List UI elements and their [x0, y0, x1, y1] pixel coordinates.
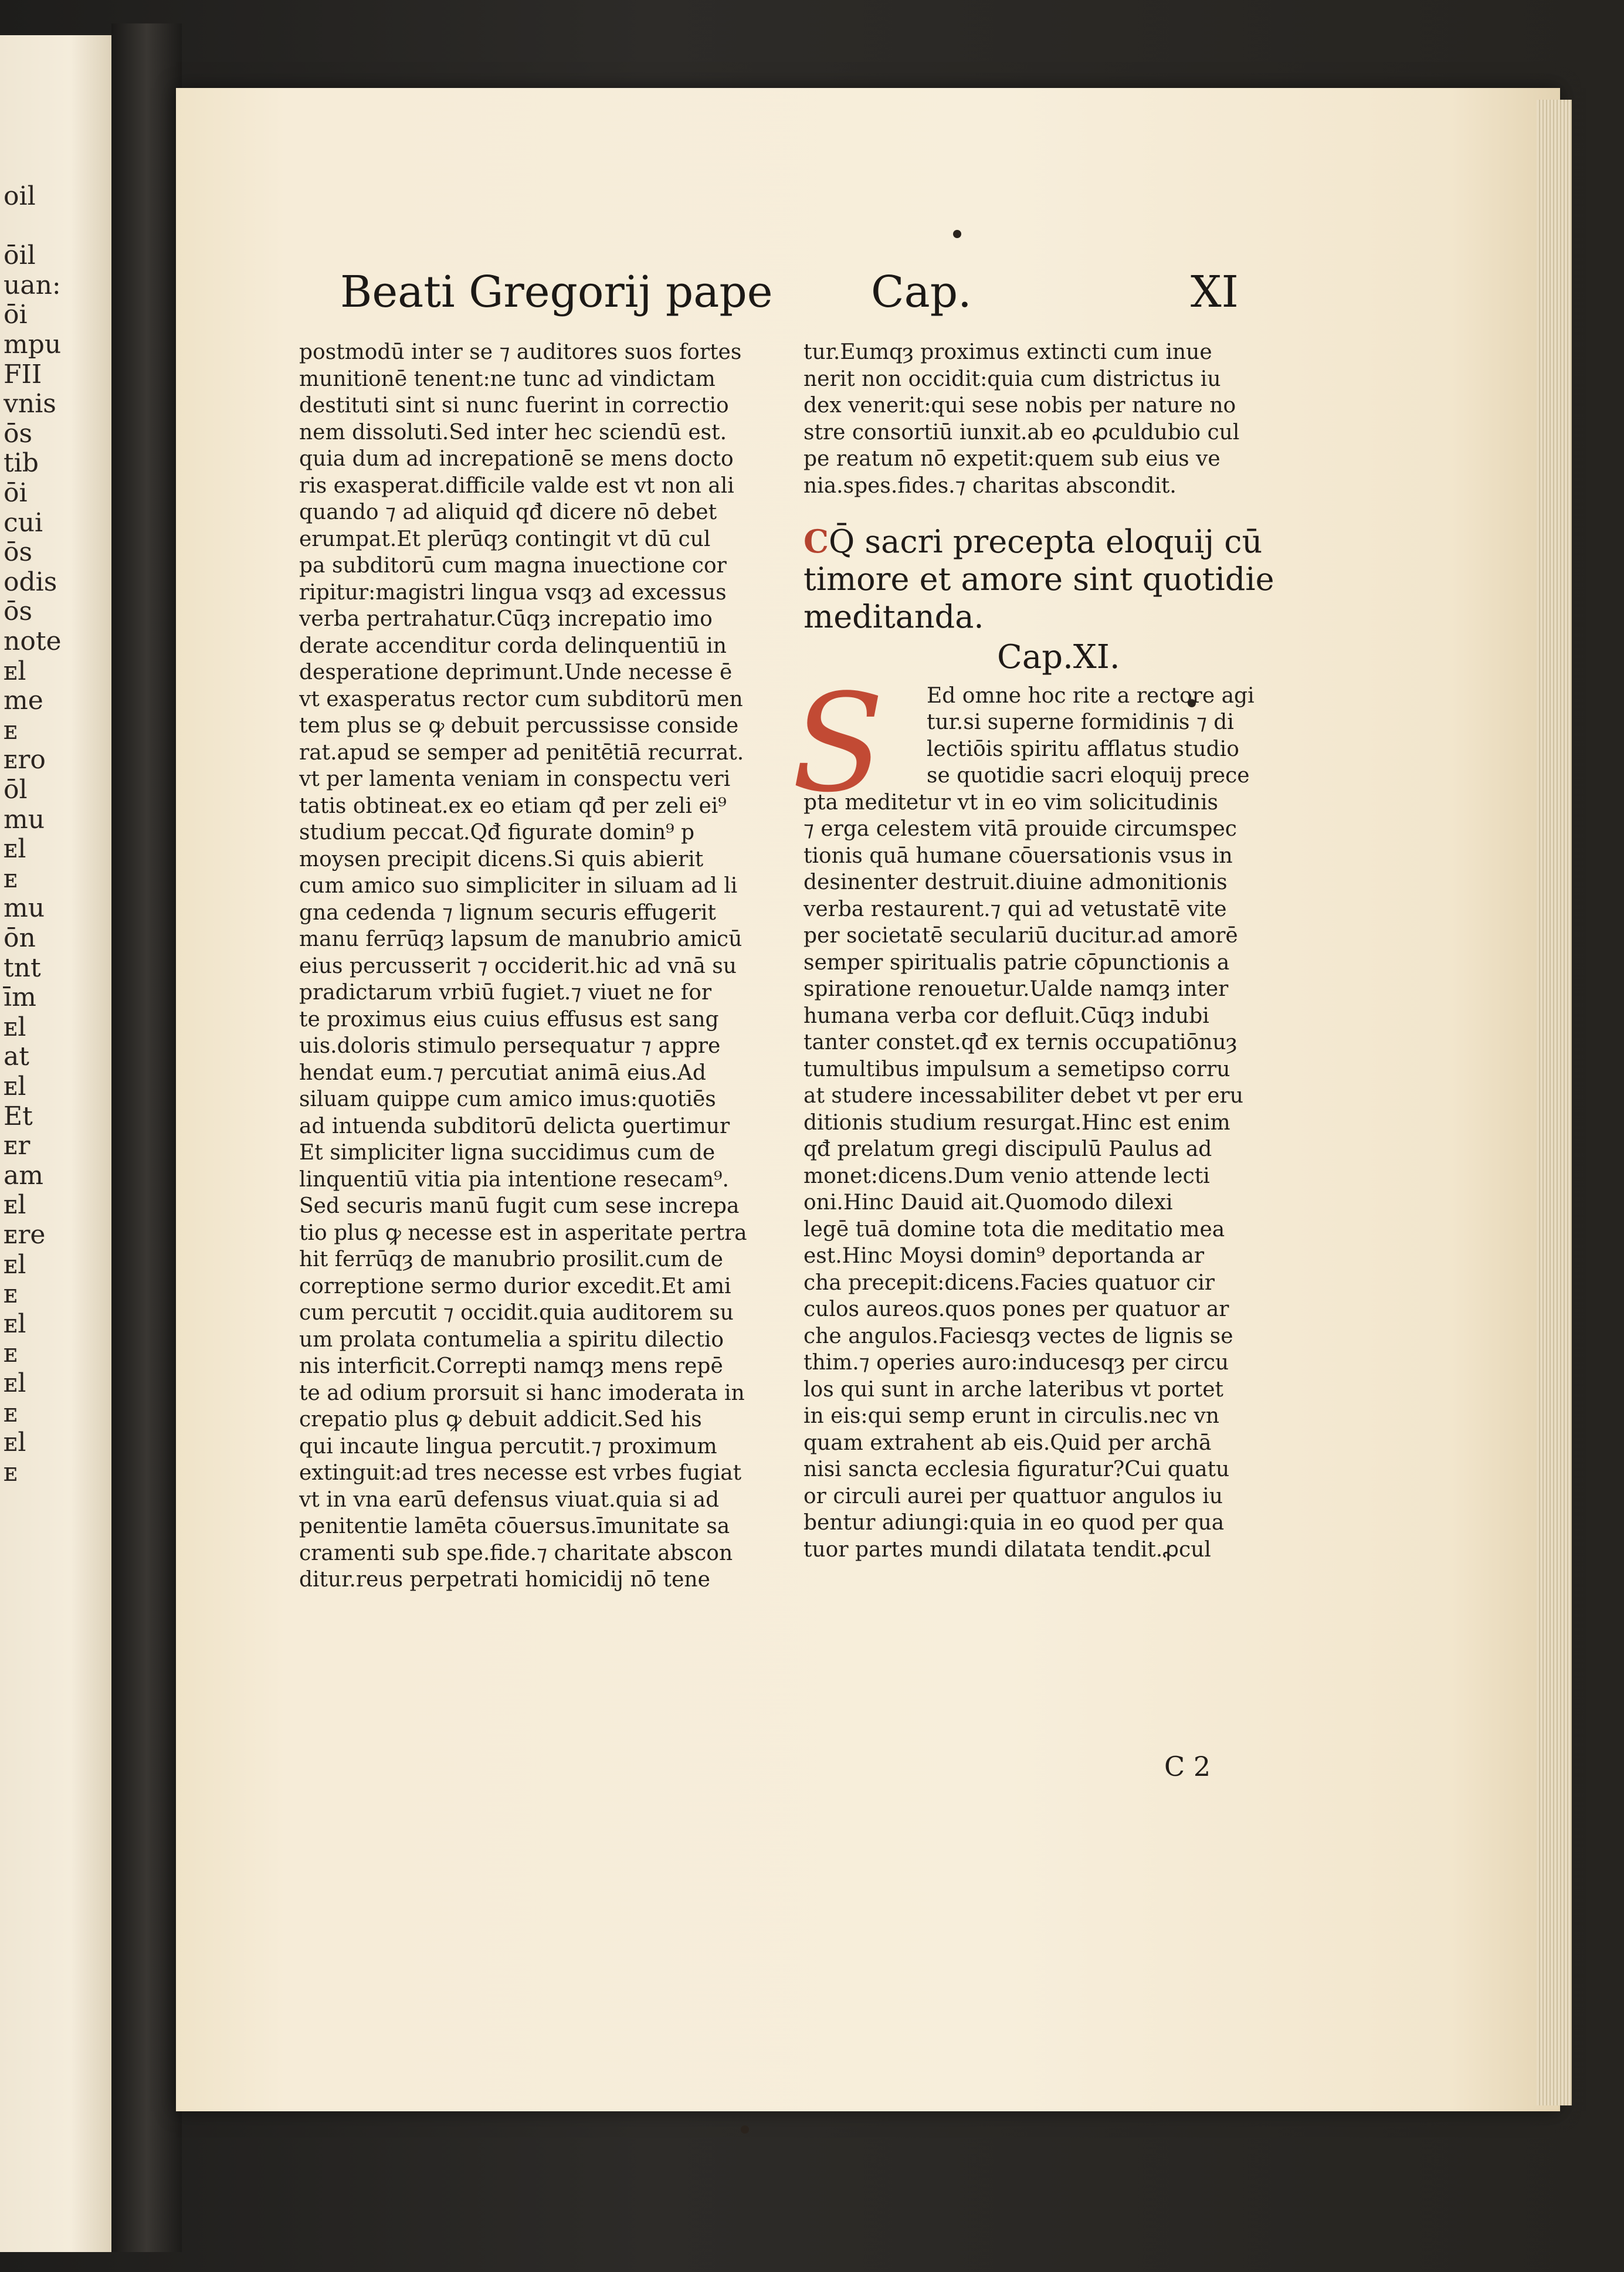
signature-mark: C 2	[1164, 1751, 1211, 1782]
text-line: postmodū inter se ⁊ auditores suos fortes	[299, 340, 742, 364]
heading-line: timore et amore sint quotidie	[803, 561, 1274, 598]
text-line: tanter constet.qđ ex ternis occupatiōnuȝ	[803, 1030, 1238, 1054]
text-line: penitentie lamēta cōuersus.īmunitate sa	[299, 1514, 730, 1538]
left-page-fragment: ōi	[4, 478, 28, 508]
text-line: quando ⁊ ad aliquid qđ dicere nō debet	[299, 500, 717, 524]
text-line: at studere incessabiliter debet vt per eru	[803, 1084, 1243, 1108]
text-line: linquentiū vitia pia intentione resecam⁹.	[299, 1167, 729, 1192]
left-page-fragment: ᴇr	[4, 1131, 30, 1161]
heading-line: meditanda.	[803, 598, 984, 635]
left-page-fragment: cui	[4, 507, 43, 538]
text-line: oni.Hinc Dauid ait.Quomodo dilexi	[803, 1191, 1173, 1215]
ink-dot	[741, 2125, 749, 2134]
left-page-fragment: FII	[4, 359, 42, 389]
text-line: cramenti sub spe.fide.⁊ charitate abscon	[299, 1541, 733, 1565]
left-page-fragment: uan:	[4, 270, 61, 300]
text-line: tumultibus impulsum a semetipso corru	[803, 1057, 1230, 1081]
text-line: quia dum ad increpationē se mens docto	[299, 447, 734, 471]
text-line: pa subditorū cum magna inuectione cor	[299, 554, 727, 578]
left-page-fragment: ᴇre	[4, 1220, 46, 1250]
text-line: qđ prelatum gregi discipulū Paulus ad	[803, 1137, 1212, 1161]
left-page-fragment: ᴇl	[4, 1071, 26, 1101]
text-line: pta meditetur vt in eo vim solicitudinis	[803, 790, 1218, 815]
left-page-fragment: ᴇl	[4, 1249, 26, 1280]
text-line: studium peccat.Qđ figurate domin⁹ p	[299, 820, 695, 845]
left-page-fragment: me	[4, 686, 43, 716]
text-line: ripitur:magistri lingua vsqȝ ad excessus	[299, 580, 727, 605]
heading-line: Q̄ sacri precepta eloquij cū	[828, 523, 1263, 560]
left-page-fragment: ōs	[4, 596, 33, 627]
text-line: pe reatum nō expetit:quem sub eius ve	[803, 447, 1220, 471]
left-page-fragment: ᴇ	[4, 1279, 18, 1310]
text-line: tio plus ꝙ necesse est in asperitate pertra	[299, 1220, 747, 1245]
left-page-fragment: odis	[4, 567, 57, 597]
text-line: munitionē tenent:ne tunc ad vindictam	[299, 367, 716, 391]
text-line: or circuli aurei per quattuor angulos iu	[803, 1484, 1223, 1508]
text-line: legē tuā domine tota die meditatio mea	[803, 1217, 1225, 1242]
text-line: thim.⁊ operies auro:inducesqȝ per circu	[803, 1351, 1229, 1375]
left-page-fragment: ᴇl	[4, 1427, 26, 1458]
text-line: humana verba cor defluit.Cūqȝ indubi	[803, 1003, 1209, 1028]
left-page-fragment: ōs	[4, 418, 33, 449]
running-head	[340, 267, 1255, 331]
text-line: los qui sunt in arche lateribus vt portet	[803, 1377, 1223, 1402]
text-line: correptione sermo durior excedit.Et ami	[299, 1274, 731, 1298]
text-line: spiratione renouetur.Ualde namqȝ inter	[803, 977, 1229, 1001]
running-head-title: Beati Gregorij pape	[340, 267, 773, 317]
left-page-fragment: ōs	[4, 537, 33, 568]
text-line: uis.doloris stimulo persequatur ⁊ appre	[299, 1034, 721, 1058]
text-line: pradictarum vrbiū fugiet.⁊ viuet ne for	[299, 981, 712, 1005]
left-page-fragment: mu	[4, 893, 45, 924]
text-line: desperatione deprimunt.Unde necesse ē	[299, 660, 733, 684]
left-page-fragment: ᴇro	[4, 745, 46, 775]
left-page-fragment: ᴏil	[4, 181, 36, 211]
book-gutter	[111, 23, 182, 2252]
page-edges	[1537, 100, 1572, 2105]
text-line: moysen precipit dicens.Si quis abierit	[299, 847, 704, 872]
text-line: derate accenditur corda delinquentiū in	[299, 633, 727, 658]
text-line: crepatio plus ꝙ debuit addicit.Sed his	[299, 1408, 702, 1432]
text-line: nis interficit.Correpti namqȝ mens repē	[299, 1354, 723, 1378]
text-line: erumpat.Et plerūqȝ contingit vt dū cul	[299, 527, 711, 551]
text-line: cum amico suo simpliciter in siluam ad li	[299, 874, 738, 898]
text-line: desinenter destruit.diuine admonitionis	[803, 870, 1228, 894]
text-line: eius percusserit ⁊ occiderit.hic ad vnā su	[299, 954, 737, 978]
text-line: ditionis studium resurgat.Hinc est enim	[803, 1110, 1230, 1135]
text-line: Et simpliciter ligna succidimus cum de	[299, 1141, 716, 1165]
text-line: extinguit:ad tres necesse est vrbes fugiat	[299, 1461, 742, 1485]
text-line: nisi sancta ecclesia figuratur?Cui quatu	[803, 1457, 1230, 1481]
text-line: che angulos.Faciesqȝ vectes de lignis se	[803, 1324, 1233, 1348]
left-page-fragment: īm	[4, 982, 36, 1013]
left-page-fragment: ᴇl	[4, 834, 26, 864]
text-line: gna cedenda ⁊ lignum securis effugerit	[299, 900, 716, 925]
text-line: um prolata contumelia a spiritu dilectio	[299, 1327, 724, 1352]
text-line: tionis quā humane cōuersationis vsus in	[803, 843, 1233, 868]
text-line: verba pertrahatur.Cūqȝ increpatio imo	[299, 607, 713, 631]
left-page-fragment: tib	[4, 448, 39, 479]
left-page-fragment: Et	[4, 1101, 33, 1131]
text-line: vt per lamenta veniam in conspectu veri	[299, 767, 731, 791]
left-facing-page	[0, 35, 117, 2252]
text-line: quam extrahent ab eis.Quid per archā	[803, 1430, 1212, 1455]
text-line: tem plus se ꝙ debuit percussisse conside	[299, 714, 739, 738]
text-line: vt in vna earū defensus viuat.quia si ad	[299, 1487, 720, 1512]
left-page-fragment: ōi	[4, 300, 28, 330]
text-line: bentur adiungi:quia in eo quod per qua	[803, 1511, 1225, 1535]
left-page-fragment: ᴇl	[4, 1308, 26, 1339]
text-line: semper spiritualis patrie cōpunctionis a	[803, 950, 1230, 975]
text-line: cum percutit ⁊ occidit.quia auditorem su	[299, 1301, 734, 1325]
text-line: nerit non occidit:quia cum districtus iu	[803, 367, 1221, 391]
text-line: qui incaute lingua percutit.⁊ proximum	[299, 1434, 717, 1459]
left-page-fragment: ᴇl	[4, 1012, 26, 1042]
left-page-fragment: vnis	[4, 389, 56, 419]
drop-initial: S	[792, 665, 884, 822]
text-line: tuor partes mundi dilatata tendit.ꝓcul	[803, 1537, 1211, 1562]
text-line: lectiōis spiritu afflatus studio	[927, 737, 1239, 761]
running-head-chapter: Cap.	[871, 267, 972, 317]
text-line: manu ferrūqȝ lapsum de manubrio amicū	[299, 927, 743, 951]
text-line: hit ferrūqȝ de manubrio prosilit.cum de	[299, 1247, 723, 1271]
text-line: destituti sint si nunc fuerint in correctio	[299, 394, 729, 418]
left-page-fragment: ᴇl	[4, 1190, 26, 1220]
left-page-fragment: ᴇ	[4, 1398, 18, 1428]
text-line: tur.Eumqȝ proximus extincti cum inue	[803, 340, 1212, 364]
text-line: ⁊ erga celestem vitā prouide circumspec	[803, 817, 1237, 841]
text-line: tur.si superne formidinis ⁊ di	[927, 710, 1234, 734]
right-column-body-text	[803, 789, 1284, 1564]
left-page-fragment: ᴇ	[4, 715, 18, 745]
text-line: te ad odium prorsuit si hanc imoderata in	[299, 1381, 745, 1405]
left-page-fragment: ᴇl	[4, 1368, 26, 1398]
text-line: cha precepit:dicens.Facies quatuor cir	[803, 1270, 1215, 1295]
left-page-fragment: mu	[4, 804, 45, 835]
text-line: Sed securis manū fugit cum sese increpa	[299, 1194, 740, 1218]
left-page-fragment: am	[4, 1160, 43, 1191]
text-line: Ed omne hoc rite a rectore agi	[927, 683, 1255, 708]
chapter-heading	[803, 523, 1284, 636]
text-line: siluam quippe cum amico imus:quotiēs	[299, 1087, 716, 1111]
text-line: ris exasperat.difficile valde est vt non ali	[299, 473, 734, 498]
text-line: monet:dicens.Dum venio attende lecti	[803, 1164, 1210, 1188]
ink-dot	[953, 230, 961, 238]
text-line: ditur.reus perpetrati homicidij nō tene	[299, 1568, 710, 1592]
text-line: te proximus eius cuius effusus est sang	[299, 1007, 719, 1032]
text-line: tatis obtineat.ex eo etiam qđ per zeli ei⁹	[299, 793, 727, 818]
text-line: culos aureos.quos pones per quatuor ar	[803, 1297, 1229, 1321]
text-line: est.Hinc Moysi domin⁹ deportanda ar	[803, 1244, 1205, 1268]
text-line: hendat eum.⁊ percutiat animā eius.Ad	[299, 1060, 706, 1085]
paragraph-mark: C	[803, 523, 829, 560]
left-page-fragment: ōn	[4, 923, 36, 953]
left-page-fragment: ᴇ	[4, 863, 18, 894]
chapter-label: Cap.XI.	[997, 638, 1120, 676]
text-line: nia.spes.fides.⁊ charitas abscondit.	[803, 473, 1177, 498]
text-line: stre consortiū iunxit.ab eo ꝓculdubio cul	[803, 420, 1240, 445]
text-line: vt exasperatus rector cum subditorū men	[299, 687, 743, 711]
right-text-column	[792, 339, 1284, 1563]
left-page-fragment: at	[4, 1042, 29, 1072]
text-line: verba restaurent.⁊ qui ad vetustatē vite	[803, 897, 1227, 921]
left-page-fragment: ᴇl	[4, 656, 26, 686]
text-line: rat.apud se semper ad penitētiā recurrat.	[299, 740, 744, 765]
text-line: se quotidie sacri eloquij prece	[927, 764, 1250, 788]
left-page-fragment: note	[4, 626, 62, 656]
left-text-column	[299, 339, 792, 1593]
right-column-top-text	[803, 339, 1284, 499]
text-line: per societatē seculariū ducitur.ad amorē	[803, 924, 1238, 948]
left-page-fragment: ᴇ	[4, 1338, 18, 1369]
left-page-fragment: ōil	[4, 240, 36, 271]
text-line: dex venerit:qui sese nobis per nature no	[803, 394, 1236, 418]
left-page-fragment: tnt	[4, 952, 41, 983]
left-page-fragment: mpu	[4, 330, 62, 360]
text-line: in eis:qui semp erunt in circulis.nec vn	[803, 1404, 1219, 1428]
running-head-folio: XI	[1191, 267, 1239, 317]
left-page-fragment: ōl	[4, 775, 28, 805]
left-page-fragment: ᴇ	[4, 1457, 18, 1487]
text-line: nem dissoluti.Sed inter hec sciendū est.	[299, 420, 727, 445]
text-line: ad intuenda subditorū delicta ꝯuertimur	[299, 1114, 730, 1138]
